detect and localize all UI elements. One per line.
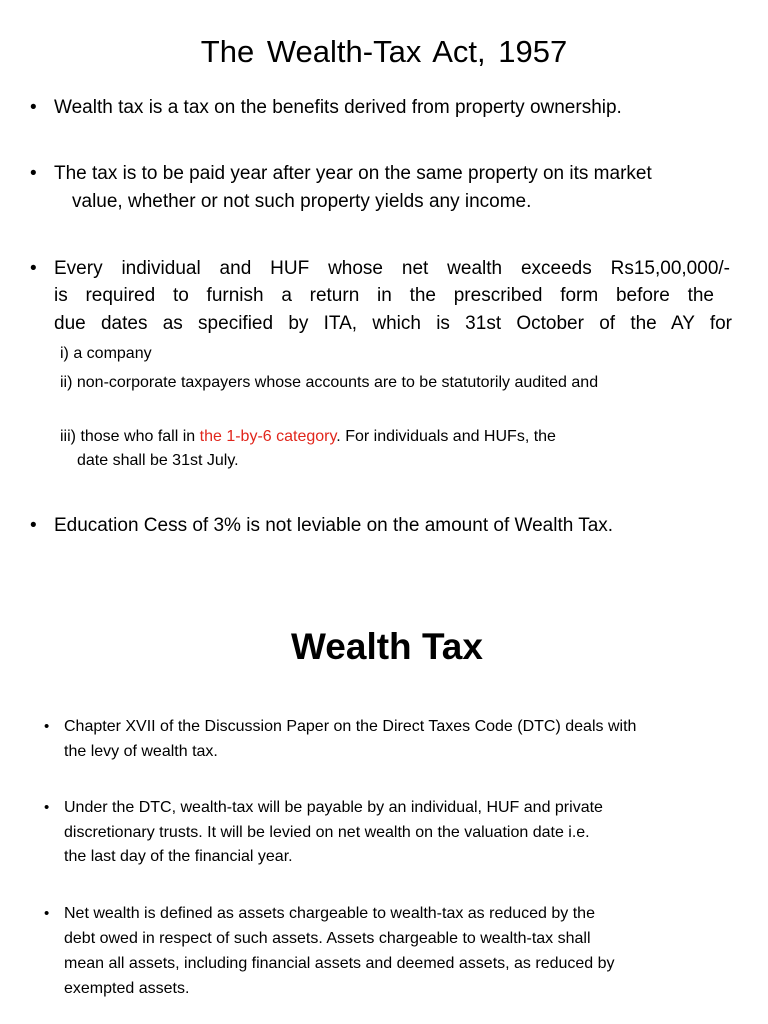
sub-item-text: iii) those who fall in bbox=[60, 428, 200, 445]
bullet-text-line: Chapter XVII of the Discussion Paper on the Direct Taxes Code (DTC) deals with bbox=[64, 718, 637, 735]
bullet-text-line: due dates as specified by ITA, which is 31st October of the AY for bbox=[54, 313, 732, 334]
bullet-dot: • bbox=[44, 905, 50, 922]
bullet-text-line: Under the DTC, wealth-tax will be payable by an individual, HUF and private bbox=[64, 799, 603, 816]
bullet-text: Education Cess of 3% is not leviable on the amount of Wealth Tax. bbox=[54, 515, 614, 536]
bullet-dot: • bbox=[30, 163, 37, 184]
slide2-title: Wealth Tax bbox=[291, 626, 483, 667]
bullet-text-line: Net wealth is defined as assets chargeable to wealth-tax as reduced by the bbox=[64, 905, 595, 922]
sub-item-text: . For individuals and HUFs, the bbox=[336, 428, 556, 445]
bullet-text-line: is required to furnish a return in the prescribed form before the bbox=[54, 285, 714, 306]
sub-item: ii) non-corporate taxpayers whose accounts are to be statutorily audited and bbox=[60, 374, 599, 391]
bullet-text-line: Every individual and HUF whose net wealth exceeds Rs15,00,000/- bbox=[54, 258, 730, 279]
bullet-text-line: mean all assets, including financial assets and deemed assets, as reduced by bbox=[64, 955, 615, 972]
bullet-dot: • bbox=[30, 97, 37, 118]
bullet-text-line: discretionary trusts. It will be levied on net wealth on the valuation date i.e. bbox=[64, 824, 590, 841]
bullet-text-line: the last day of the financial year. bbox=[64, 848, 293, 865]
bullet-dot: • bbox=[44, 799, 50, 816]
bullet-text-line: the levy of wealth tax. bbox=[64, 743, 218, 760]
bullet-dot: • bbox=[30, 515, 37, 536]
slide1-title: The Wealth-Tax Act, 1957 bbox=[200, 34, 568, 69]
bullet-text-line: value, whether or not such property yields any income. bbox=[72, 191, 532, 212]
category-link-text: the 1-by-6 category bbox=[199, 428, 337, 445]
bullet-dot: • bbox=[44, 718, 50, 735]
sub-item: i) a company bbox=[60, 345, 152, 362]
sub-item-continuation: date shall be 31st July. bbox=[77, 452, 239, 469]
bullet-text: Wealth tax is a tax on the benefits derived from property ownership. bbox=[54, 97, 622, 118]
bullet-dot: • bbox=[30, 258, 37, 279]
bullet-text-line: The tax is to be paid year after year on the same property on its market bbox=[54, 163, 652, 184]
bullet-text-line: exempted assets. bbox=[64, 980, 190, 997]
bullet-text-line: debt owed in respect of such assets. Assets chargeable to wealth-tax shall bbox=[64, 930, 591, 947]
sub-item bbox=[60, 428, 556, 446]
